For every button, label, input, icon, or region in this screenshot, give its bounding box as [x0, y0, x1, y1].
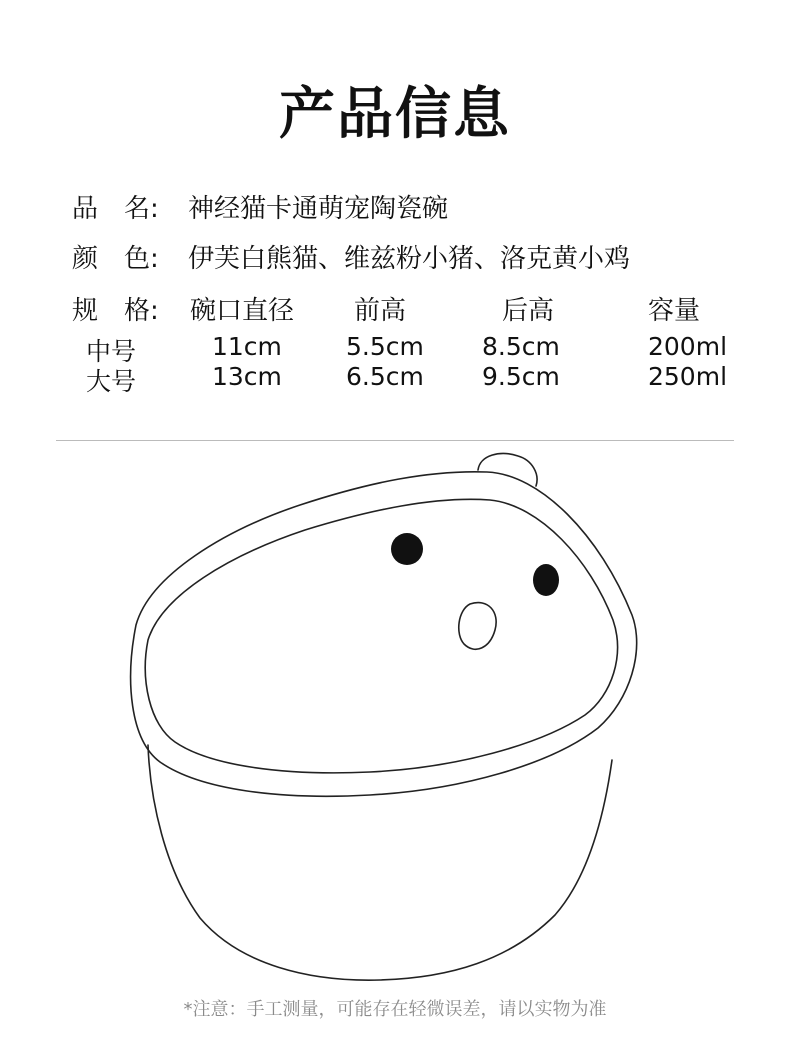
product-name-label: 品 名:: [72, 194, 159, 224]
product-color-value: 伊芙白熊猫、维兹粉小猪、洛克黄小鸡: [188, 244, 631, 274]
product-spec-row: [72, 290, 188, 327]
spec-header-back-height: 后高: [502, 296, 555, 326]
product-color-row: [72, 238, 630, 275]
product-color-label: 颜 色:: [72, 244, 159, 274]
spec-diameter-large: 13cm: [212, 362, 282, 391]
measurement-note: *注意：手工测量，可能存在轻微误差，请以实物为准: [183, 999, 607, 1020]
bowl-ear: [478, 454, 537, 486]
spec-back-large: 9.5cm: [482, 362, 560, 391]
spec-header-front-height: 前高: [354, 296, 407, 326]
product-name-row: [72, 188, 448, 225]
bowl-rim-outer: [131, 472, 637, 796]
spec-front-large: 6.5cm: [346, 362, 424, 391]
product-name-value: 神经猫卡通萌宠陶瓷碗: [188, 194, 449, 224]
spec-front-medium: 5.5cm: [346, 332, 424, 361]
bowl-eye-left: [391, 533, 423, 565]
spec-header-capacity: 容量: [648, 296, 701, 326]
page-title: 产品信息: [279, 82, 511, 147]
spec-capacity-medium: 200ml: [648, 332, 728, 361]
spec-capacity-large: 250ml: [648, 362, 728, 391]
spec-diameter-medium: 11cm: [212, 332, 282, 361]
bowl-mouth: [459, 603, 496, 650]
spec-size-large: 大号: [86, 367, 137, 396]
spec-size-medium: 中号: [86, 337, 137, 366]
bowl-eye-right: [533, 564, 559, 596]
bowl-rim-inner: [145, 499, 617, 773]
spec-header-diameter: 碗口直径: [190, 296, 295, 326]
spec-back-medium: 8.5cm: [482, 332, 560, 361]
bowl-body-outline: [148, 745, 612, 980]
product-spec-label: 规 格:: [72, 296, 159, 326]
bowl-illustration: [0, 440, 790, 1000]
